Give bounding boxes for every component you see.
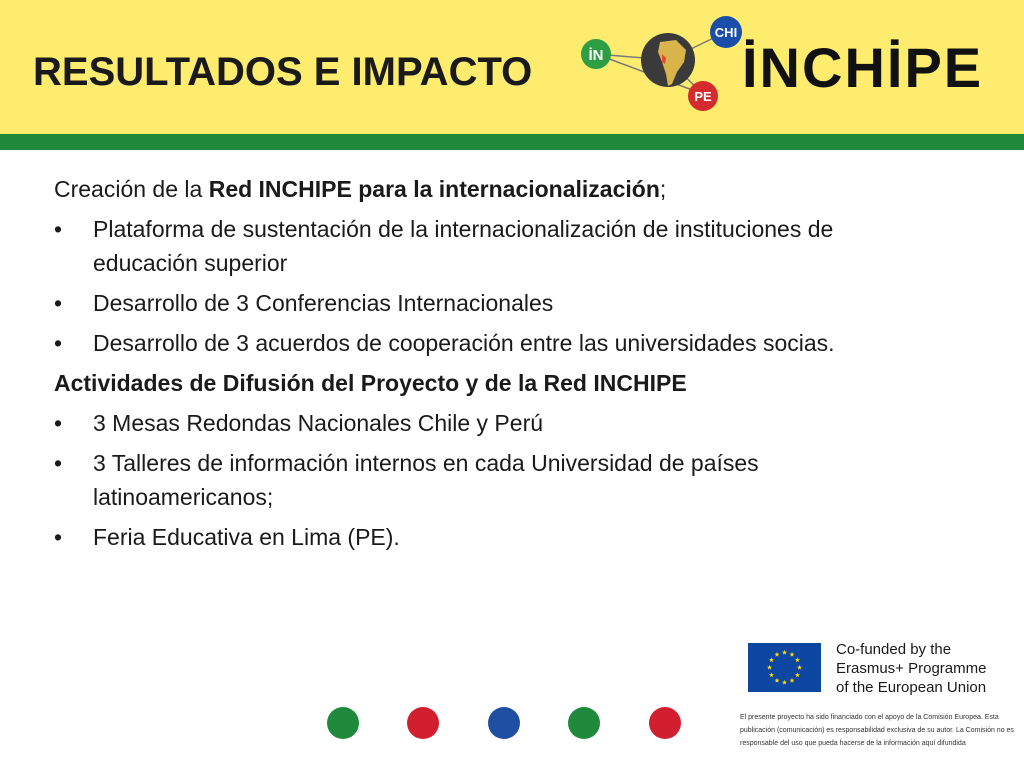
bullet-list-red xyxy=(54,212,924,360)
chi-badge-label: CHI xyxy=(714,25,738,40)
inchipe-logo-graphic xyxy=(578,14,748,118)
list-item: • 3 Talleres de información internos en cada Universidad de países latinoamericanos; xyxy=(54,446,924,514)
eu-flag-icon xyxy=(748,643,821,692)
bullet-icon: • xyxy=(54,330,63,356)
intro-suffix: ; xyxy=(659,176,667,202)
header-green-band xyxy=(0,134,1024,150)
intro-line xyxy=(54,172,924,206)
cofunded-text: Co-funded by the Erasmus+ Programme of the European Union xyxy=(836,641,987,696)
slide-content xyxy=(54,172,924,560)
list-item: • Plataforma de sustentación de la internacionalización de instituciones de educación superior xyxy=(54,212,924,280)
bullet-icon: • xyxy=(54,216,63,242)
dissemination-heading: Actividades de Difusión del Proyecto y de la Red INCHIPE xyxy=(54,370,687,396)
decorative-dot-icon xyxy=(327,707,359,739)
list-item: • Desarrollo de 3 Conferencias Internacionales xyxy=(54,286,924,320)
bullet-icon: • xyxy=(54,524,63,550)
bullet-icon: • xyxy=(54,290,63,316)
decorative-dot-icon xyxy=(568,707,600,739)
decorative-dots xyxy=(326,706,686,740)
bullet-list-activities xyxy=(54,406,924,554)
disclaimer-text: El presente proyecto ha sido financiado con el apoyo de la Comisión Europea. Esta publicación (comunicación) es responsabilidad exclusiva de su autor. La Comisión no es responsable del uso que pueda hacerse de la información aquí difundida xyxy=(740,714,1014,747)
decorative-dot-icon xyxy=(407,707,439,739)
page-title: RESULTADOS E IMPACTO xyxy=(33,50,533,94)
bullet-icon: • xyxy=(54,410,63,436)
bullet-icon: • xyxy=(54,450,63,476)
list-item: • Feria Educativa en Lima (PE). xyxy=(54,520,924,554)
list-item: • Desarrollo de 3 acuerdos de cooperación entre las universidades socias. xyxy=(54,326,924,360)
decorative-dot-icon xyxy=(488,707,520,739)
decorative-dot-icon xyxy=(649,707,681,739)
intro-bold: Red INCHIPE para la internacionalización xyxy=(208,176,660,202)
inchipe-wordmark: İNCHİPE xyxy=(742,36,984,99)
pe-badge-label: PE xyxy=(694,89,712,104)
in-badge-label: İN xyxy=(588,47,604,64)
list-item: • 3 Mesas Redondas Nacionales Chile y Perú xyxy=(54,406,924,440)
intro-prefix: Creación de la xyxy=(54,176,209,202)
